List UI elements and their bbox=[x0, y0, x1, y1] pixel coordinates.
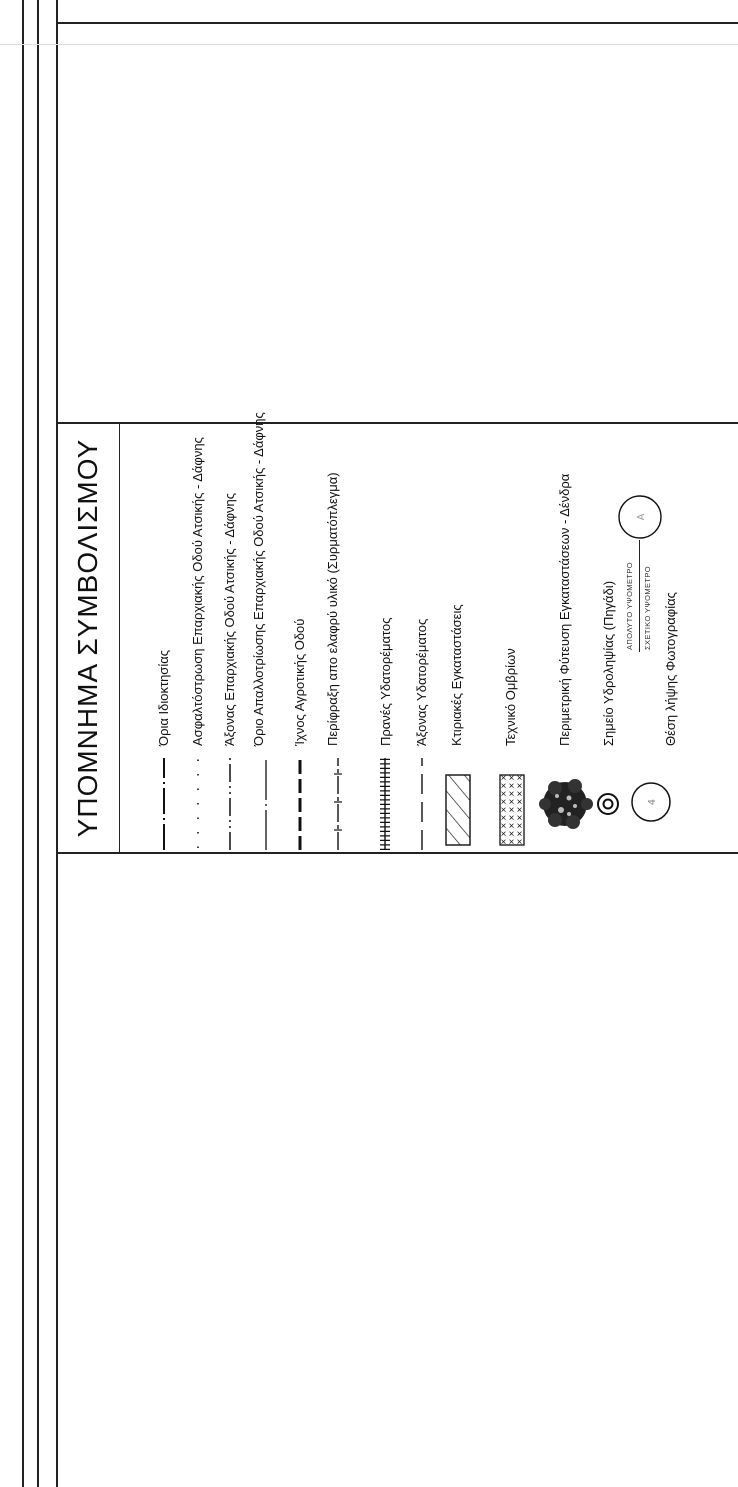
legend-row bbox=[323, 422, 353, 854]
legend-row bbox=[289, 422, 311, 854]
altitude-circle-icon bbox=[617, 494, 668, 540]
legend-row bbox=[495, 422, 529, 854]
tree-icon bbox=[535, 744, 595, 836]
legend-title: ΥΠΟΜΝΗΜΑ ΣΥΜΒΟΛΙΣΜΟΥ bbox=[72, 438, 103, 838]
altitude-marker bbox=[613, 422, 661, 746]
legend-label: Όρια Ιδιοκτησίας bbox=[156, 649, 171, 746]
frame-line-left-1 bbox=[22, 0, 24, 1487]
diagonal-hatch-box-icon bbox=[445, 754, 471, 846]
legend-row bbox=[411, 422, 433, 854]
legend-label: Άξονας Επαρχιακής Οδού Ατσικής - Δάφνης bbox=[222, 492, 237, 746]
legend-row bbox=[535, 422, 595, 854]
legend-title-box bbox=[57, 422, 120, 854]
dash-dot-dot-line-icon bbox=[223, 758, 237, 850]
dash-dot-line-icon bbox=[157, 758, 171, 850]
bold-dashed-line-icon bbox=[293, 758, 307, 850]
legend-label: Περίφραξη απο ελαφρύ υλικό (Συρματόπλεγμα) bbox=[325, 472, 340, 746]
legend-row-separator bbox=[119, 853, 738, 854]
relative-altitude-label: ΣΧΕΤΙΚΟ ΥΨΟΜΕΤΡΟ bbox=[643, 565, 652, 650]
long-dashed-line-icon bbox=[415, 758, 429, 850]
frame-line-top-faint bbox=[0, 44, 738, 45]
legend-row bbox=[249, 412, 279, 854]
legend-row bbox=[441, 422, 475, 854]
legend-label: Περιμετρική Φύτευση Εγκαταστάσεων - Δένδρα bbox=[557, 473, 572, 746]
svg-text:4: 4 bbox=[647, 798, 658, 806]
legend-row bbox=[219, 422, 241, 854]
altitude-divider bbox=[639, 556, 640, 652]
legend-panel bbox=[57, 412, 738, 854]
legend-label: Ασφαλτόστρωση Επαρχιακής Οδού Ατσικής - Δάφνης bbox=[190, 437, 205, 746]
legend-label: Τεχνικό Ομβρίων bbox=[503, 648, 518, 746]
pattern-box-icon bbox=[499, 754, 525, 846]
legend-label: Ίχνος Αγροτικής Οδού bbox=[292, 618, 307, 746]
legend-row bbox=[187, 422, 209, 854]
legend-label: Πρανές Υδατορέματος bbox=[378, 617, 393, 746]
legend-label: Όριο Απαλλοτρίωσης Επαρχιακής Οδού Ατσικής - Δάφνης bbox=[251, 412, 266, 746]
fence-line-icon bbox=[331, 758, 345, 850]
legend-row bbox=[375, 422, 397, 854]
altitude-connector bbox=[639, 540, 640, 556]
legend-label: Σημείο Υδροληψίας (Πηγάδι) bbox=[601, 580, 616, 746]
legend-label: Κτιριακές Εγκαταστάσεις bbox=[449, 604, 464, 746]
legend-label: Άξονας Υδατορέματος bbox=[414, 618, 429, 746]
svg-text:A: A bbox=[636, 513, 647, 521]
frame-line-left-2 bbox=[37, 0, 39, 1487]
legend-row bbox=[153, 422, 175, 854]
legend-content bbox=[57, 412, 738, 854]
absolute-altitude-label: ΑΠΟΛΥΤΟ ΥΨΟΜΕΤΡΟ bbox=[625, 562, 634, 650]
long-dash-dot-line-icon bbox=[259, 758, 273, 850]
legend-label: Θέση λήψης Φωτογραφίας bbox=[663, 592, 678, 746]
hatched-ticks-line-icon bbox=[377, 758, 393, 850]
frame-line-top bbox=[56, 22, 738, 24]
dotted-line-icon bbox=[191, 758, 205, 850]
